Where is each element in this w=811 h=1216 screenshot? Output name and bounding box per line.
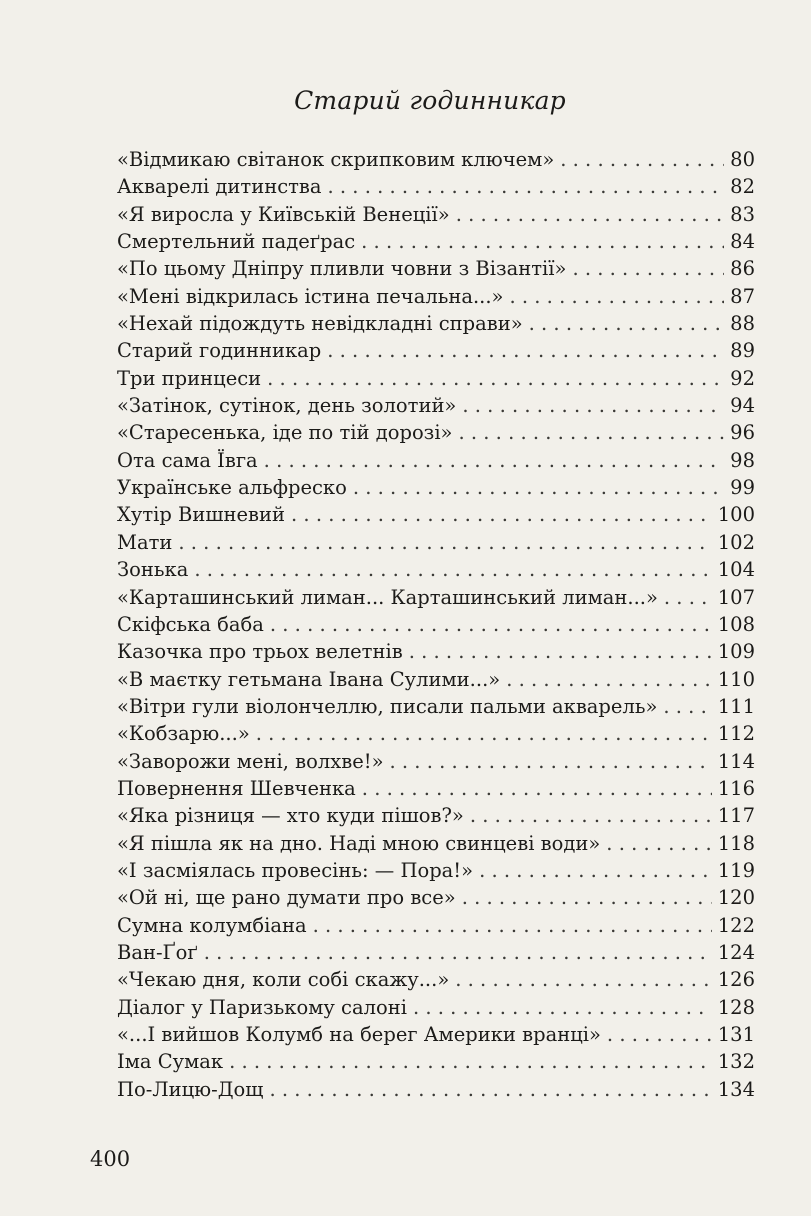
- dot-leader: [178, 529, 711, 556]
- dot-leader: [270, 611, 712, 638]
- toc-entry: [117, 255, 755, 282]
- dot-leader: [560, 146, 724, 173]
- toc-entry: [117, 501, 755, 528]
- toc-entry-page: 102: [717, 530, 755, 554]
- dot-leader: [455, 966, 712, 993]
- dot-leader: [264, 447, 725, 474]
- toc-entry-title: По-Лицю-Дощ: [117, 1077, 264, 1101]
- toc-entry: [117, 611, 755, 638]
- toc-entry-page: 114: [717, 749, 755, 773]
- toc-entry-page: 119: [717, 858, 755, 882]
- toc-entry-title: «Яка різниця — хто куди пішов?»: [117, 804, 464, 828]
- toc-entry-title: «Старесенька, іде по тій дорозі»: [117, 421, 453, 445]
- toc-entry-page: 86: [730, 257, 755, 281]
- toc-entry: [117, 884, 755, 911]
- dot-leader: [353, 474, 724, 501]
- dot-leader: [509, 283, 724, 310]
- dot-leader: [362, 775, 712, 802]
- toc-entry-page: 128: [717, 995, 755, 1019]
- toc-entry: [117, 556, 755, 583]
- dot-leader: [456, 201, 724, 228]
- toc-entry: [117, 474, 755, 501]
- toc-entry-title: Акварелі дитинства: [117, 175, 322, 199]
- toc-entry-page: 80: [730, 148, 755, 171]
- toc-entry-title: Українське альфреско: [117, 476, 347, 500]
- toc-entry: [117, 146, 755, 173]
- toc-entry-page: 82: [730, 175, 755, 199]
- toc-entry-title: «Карташинський лиман... Карташинський лиман...»: [117, 585, 658, 609]
- dot-leader: [291, 501, 712, 528]
- section-title: Старий годинникар: [294, 86, 566, 115]
- dot-leader: [462, 884, 712, 911]
- dot-leader: [194, 556, 711, 583]
- toc-entry-page: 98: [730, 448, 755, 472]
- dot-leader: [572, 255, 724, 282]
- dot-leader: [267, 365, 724, 392]
- toc-entry-title: «Кобзарю...»: [117, 722, 250, 746]
- toc-entry-page: 104: [717, 558, 755, 582]
- toc-entry-page: 84: [730, 230, 755, 254]
- dot-leader: [479, 857, 712, 884]
- toc-entry: [117, 939, 755, 966]
- toc-entry-title: Ван-Ґоґ: [117, 940, 198, 964]
- toc-entry: [117, 447, 755, 474]
- toc-entry: [117, 365, 755, 392]
- page-number: 400: [90, 1147, 131, 1171]
- toc-entry-page: 117: [717, 804, 755, 828]
- dot-leader: [529, 310, 725, 337]
- toc-entry-title: Іма Сумак: [117, 1050, 224, 1074]
- toc-entry-title: Зонька: [117, 558, 189, 582]
- dot-leader: [506, 666, 712, 693]
- toc-entry-page: 87: [730, 284, 755, 308]
- toc-entry: [117, 720, 755, 747]
- toc-entry-title: Смертельний падеґрас: [117, 230, 356, 254]
- toc-entry-title: «Я пішла як на дно. Наді мною свинцеві води»: [117, 831, 601, 855]
- toc-entry: [117, 802, 755, 829]
- dot-leader: [607, 1021, 712, 1048]
- dot-leader: [663, 693, 711, 720]
- toc-entry: [117, 173, 755, 200]
- dot-leader: [462, 392, 724, 419]
- toc-entry-title: «Чекаю дня, коли собі скажу...»: [117, 968, 450, 992]
- toc-entry-title: «І засміялась провесінь: — Пора!»: [117, 858, 474, 882]
- dot-leader: [470, 802, 712, 829]
- toc-entry-title: «Нехай підождуть невідкладні справи»: [117, 312, 523, 336]
- toc-entry-page: 100: [717, 503, 755, 527]
- toc-entry-page: 112: [717, 722, 755, 746]
- toc-entry: [117, 228, 755, 255]
- toc-entry-title: «По цьому Дніпру пливли човни з Візантії»: [117, 257, 567, 281]
- dot-leader: [229, 1048, 712, 1075]
- dot-leader: [664, 584, 712, 611]
- toc-entry-page: 110: [717, 667, 755, 691]
- toc-entry: [117, 1048, 755, 1075]
- dot-leader: [313, 912, 712, 939]
- toc-entry-title: Хутір Вишневий: [117, 503, 286, 527]
- table-of-contents: [117, 146, 755, 1103]
- toc-entry-page: 124: [717, 940, 755, 964]
- toc-entry: [117, 337, 755, 364]
- toc-entry-title: «В маєтку гетьмана Івана Сулими...»: [117, 667, 501, 691]
- dot-leader: [269, 1076, 711, 1103]
- toc-entry-page: 118: [717, 831, 755, 855]
- toc-entry: [117, 966, 755, 993]
- toc-entry: [117, 310, 755, 337]
- toc-entry-page: 83: [730, 202, 755, 226]
- dot-leader: [204, 939, 712, 966]
- toc-entry-page: 120: [717, 886, 755, 910]
- toc-entry: [117, 857, 755, 884]
- toc-entry-page: 131: [717, 1023, 755, 1046]
- toc-entry: [117, 748, 755, 775]
- toc-entry: [117, 693, 755, 720]
- toc-entry-title: «Заворожи мені, волхве!»: [117, 749, 384, 773]
- toc-entry-title: Три принцеси: [117, 366, 262, 390]
- toc-entry-title: Діалог у Паризькому салоні: [117, 995, 407, 1019]
- toc-entry-page: 94: [730, 394, 755, 418]
- toc-entry-title: «Я виросла у Київській Венеції»: [117, 202, 450, 226]
- dot-leader: [327, 337, 724, 364]
- dot-leader: [328, 173, 725, 200]
- toc-entry: [117, 912, 755, 939]
- toc-entry-page: 107: [717, 585, 755, 609]
- dot-leader: [458, 419, 724, 446]
- toc-entry-page: 111: [717, 694, 755, 718]
- toc-entry-title: Сумна колумбіана: [117, 913, 307, 937]
- toc-entry: [117, 994, 755, 1021]
- toc-entry-title: Скіфська баба: [117, 612, 264, 636]
- toc-entry-title: Старий годинникар: [117, 339, 322, 363]
- toc-entry-page: 122: [717, 913, 755, 937]
- toc-entry: [117, 584, 755, 611]
- toc-entry: [117, 666, 755, 693]
- toc-entry-title: «Вітри гули віолончеллю, писали пальми акварель»: [117, 694, 658, 718]
- toc-entry-title: Казочка про трьох велетнів: [117, 640, 403, 664]
- dot-leader: [390, 748, 712, 775]
- toc-entry-title: «Затінок, сутінок, день золотий»: [117, 394, 457, 418]
- toc-entry: [117, 419, 755, 446]
- toc-entry: [117, 283, 755, 310]
- toc-entry: [117, 392, 755, 419]
- dot-leader: [361, 228, 724, 255]
- toc-entry-title: Ота сама Ївга: [117, 448, 258, 472]
- toc-entry-title: Повернення Шевченка: [117, 776, 356, 800]
- toc-entry: [117, 529, 755, 556]
- toc-entry-page: 109: [717, 640, 755, 664]
- toc-entry: [117, 830, 755, 857]
- toc-entry-page: 89: [730, 339, 755, 363]
- toc-entry-page: 126: [717, 968, 755, 992]
- toc-entry-title: «Відмикаю світанок скрипковим ключем»: [117, 148, 555, 171]
- toc-entry: [117, 638, 755, 665]
- toc-entry-title: «Ой ні, ще рано думати про все»: [117, 886, 456, 910]
- toc-entry-title: Мати: [117, 530, 173, 554]
- dot-leader: [409, 638, 712, 665]
- dot-leader: [606, 830, 711, 857]
- toc-entry-page: 92: [730, 366, 755, 390]
- toc-entry-title: «...І вийшов Колумб на берег Америки вранці»: [117, 1023, 601, 1046]
- toc-entry-page: 88: [730, 312, 755, 336]
- dot-leader: [256, 720, 712, 747]
- dot-leader: [413, 994, 712, 1021]
- toc-entry-page: 96: [730, 421, 755, 445]
- toc-entry-page: 134: [717, 1077, 755, 1101]
- toc-entry: [117, 1021, 755, 1048]
- toc-entry-page: 99: [730, 476, 755, 500]
- toc-entry-page: 116: [717, 776, 755, 800]
- toc-entry: [117, 775, 755, 802]
- toc-entry-page: 108: [717, 612, 755, 636]
- toc-entry: [117, 1076, 755, 1103]
- toc-entry: [117, 201, 755, 228]
- toc-entry-page: 132: [717, 1050, 755, 1074]
- toc-entry-title: «Мені відкрилась істина печальна...»: [117, 284, 504, 308]
